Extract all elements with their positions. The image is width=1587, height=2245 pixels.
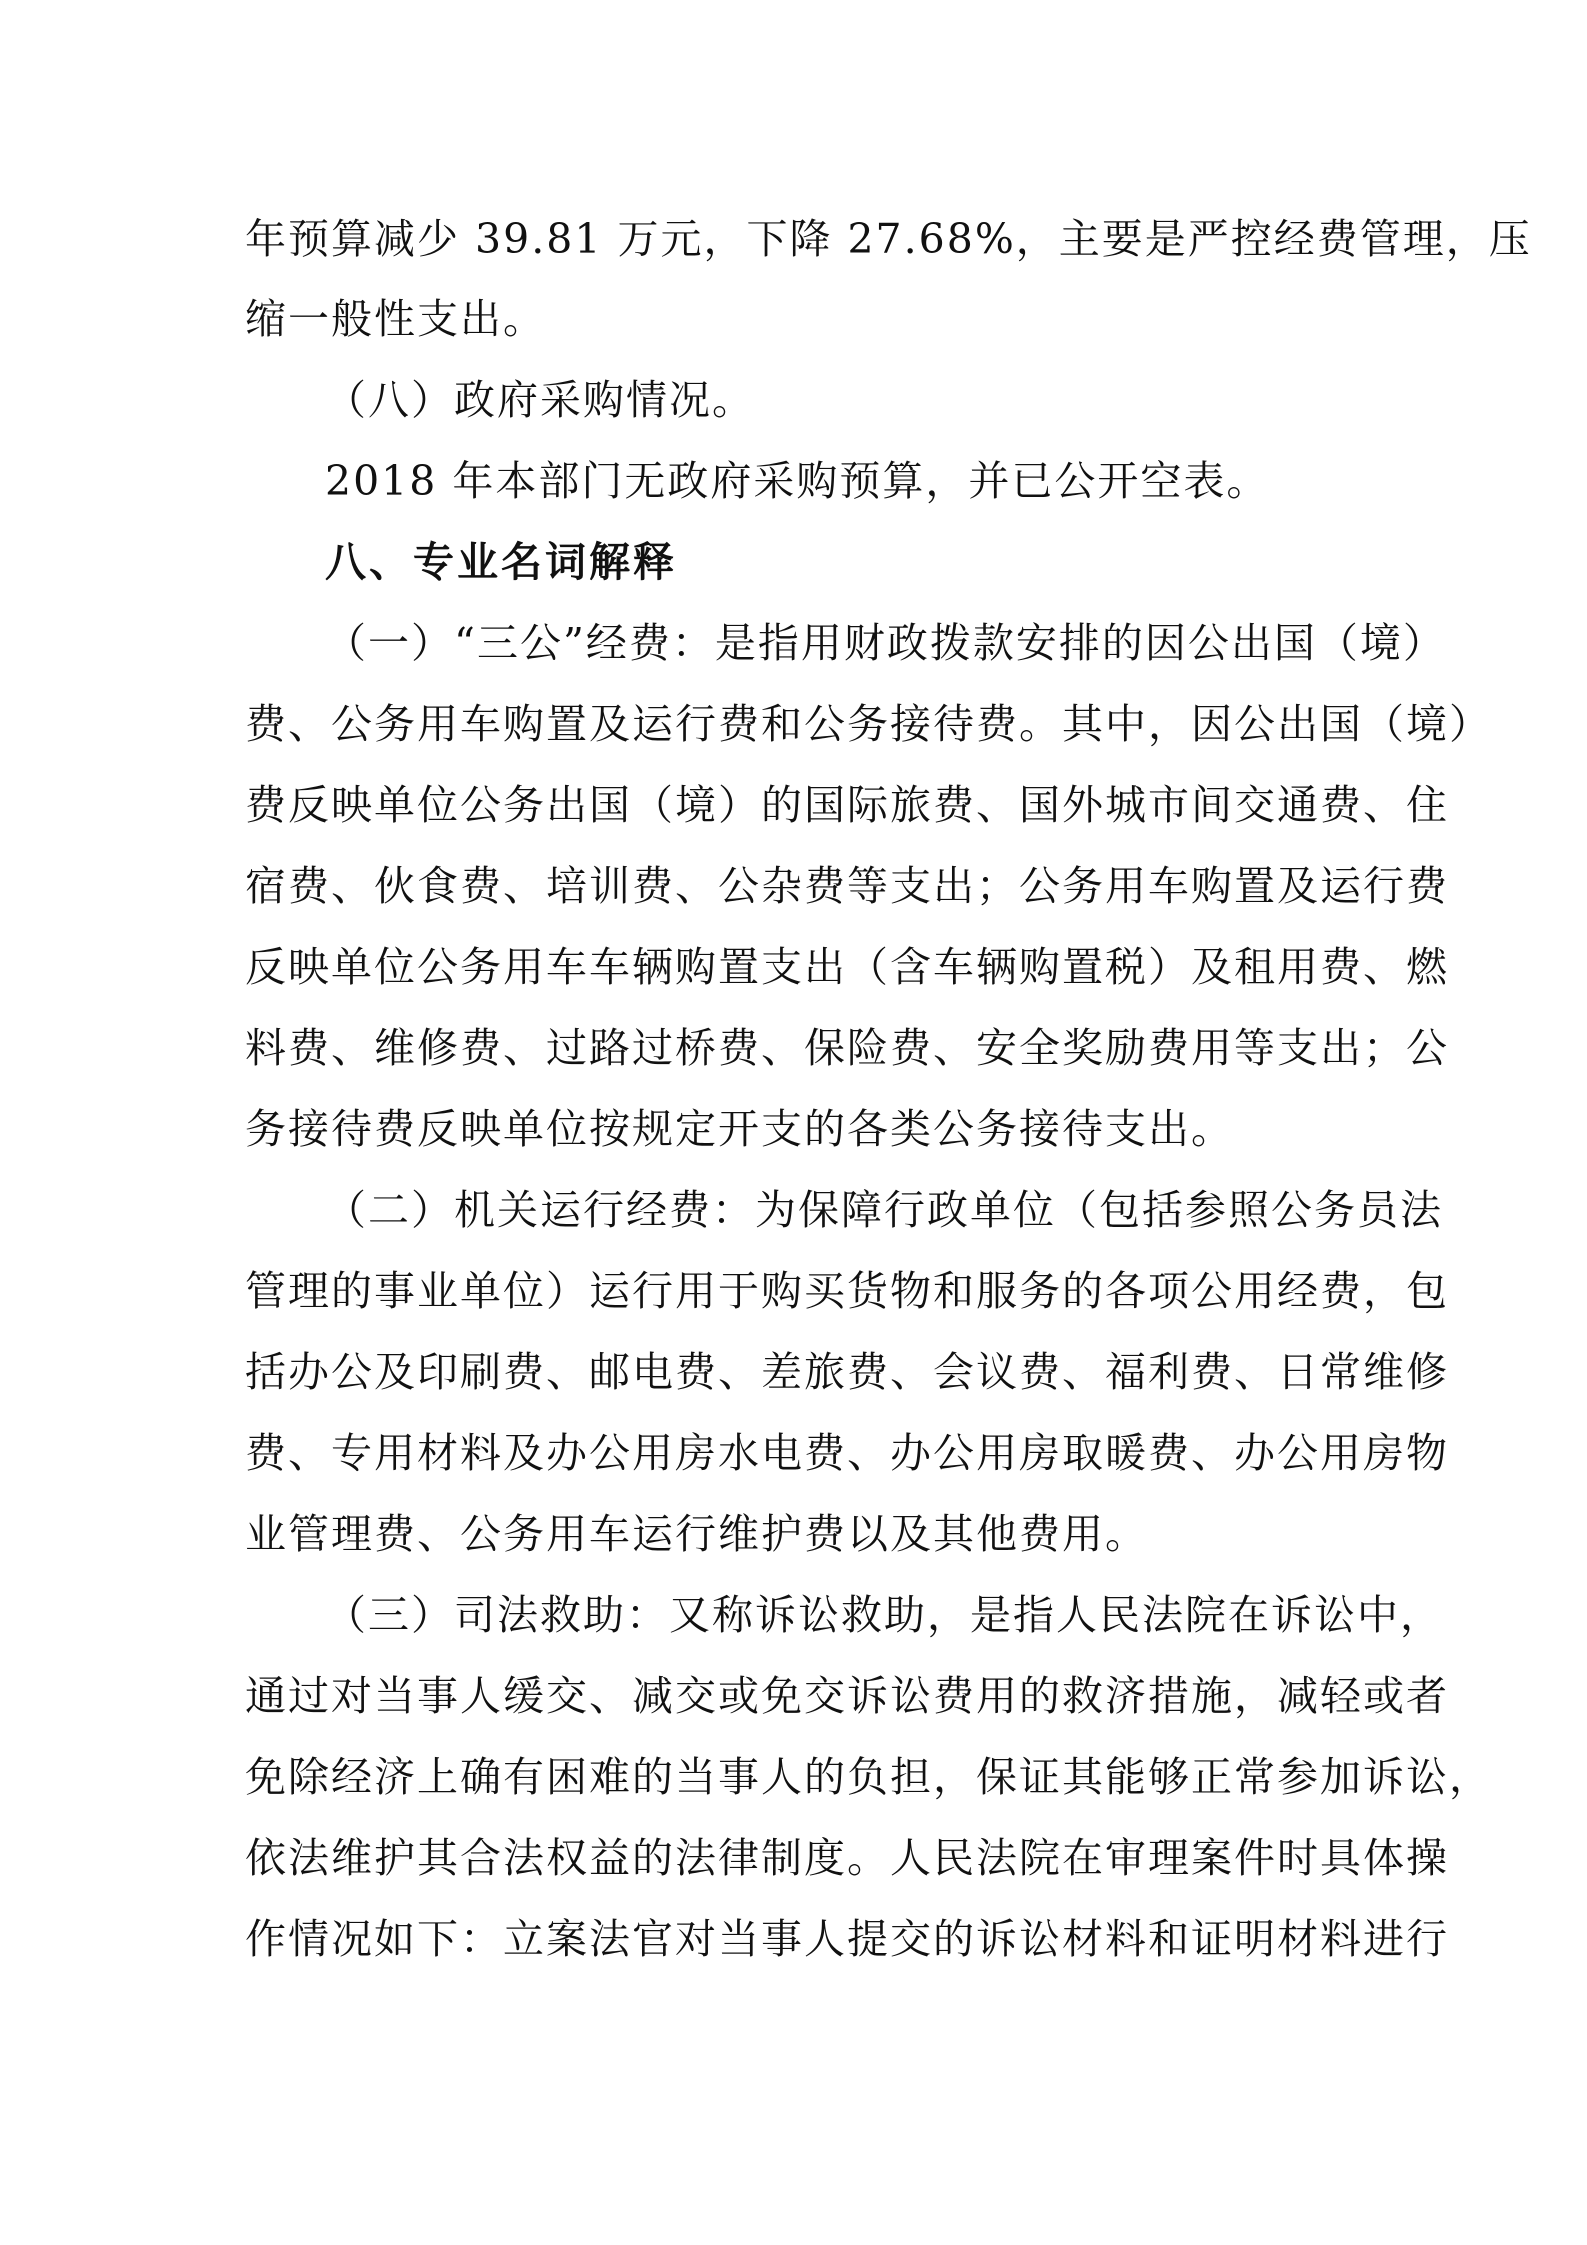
paragraph-line: 2018 年本部门无政府采购预算，并已公开空表。 xyxy=(325,457,1270,505)
definition-line: 宿费、伙食费、培训费、公杂费等支出；公务用车购置及运行费 xyxy=(245,862,1449,910)
definition-line: （三）司法救助：又称诉讼救助，是指人民法院在诉讼中， xyxy=(325,1591,1443,1639)
definition-line: 作情况如下：立案法官对当事人提交的诉讼材料和证明材料进行 xyxy=(245,1915,1449,1963)
paragraph-line: 缩一般性支出。 xyxy=(245,295,546,343)
definition-line: 费、专用材料及办公用房水电费、办公用房取暖费、办公用房物 xyxy=(245,1429,1449,1477)
definition-line: 括办公及印刷费、邮电费、差旅费、会议费、福利费、日常维修 xyxy=(245,1348,1449,1396)
definition-line: （一）“三公”经费：是指用财政拨款安排的因公出国（境） xyxy=(325,619,1446,667)
paragraph-line: 年预算减少 39.81 万元，下降 27.68%，主要是严控经费管理，压 xyxy=(245,215,1532,263)
definition-line: 料费、维修费、过路过桥费、保险费、安全奖励费用等支出；公 xyxy=(245,1024,1449,1072)
definition-line: 免除经济上确有困难的当事人的负担，保证其能够正常参加诉讼， xyxy=(245,1753,1492,1801)
definition-line: 费、公务用车购置及运行费和公务接待费。其中，因公出国（境） xyxy=(245,700,1492,748)
definition-line: 通过对当事人缓交、减交或免交诉讼费用的救济措施，减轻或者 xyxy=(245,1672,1449,1720)
section-subheading: （八）政府采购情况。 xyxy=(325,376,755,424)
definition-line: 反映单位公务用车车辆购置支出（含车辆购置税）及租用费、燃 xyxy=(245,943,1449,991)
definition-line: 务接待费反映单位按规定开支的各类公务接待支出。 xyxy=(245,1105,1234,1153)
definition-line: 管理的事业单位）运行用于购买货物和服务的各项公用经费，包 xyxy=(245,1267,1449,1315)
section-heading: 八、专业名词解释 xyxy=(325,538,677,586)
definition-line: 依法维护其合法权益的法律制度。人民法院在审理案件时具体操 xyxy=(245,1834,1449,1882)
definition-line: 业管理费、公务用车运行维护费以及其他费用。 xyxy=(245,1510,1148,1558)
definition-line: 费反映单位公务出国（境）的国际旅费、国外城市间交通费、住 xyxy=(245,781,1449,829)
definition-line: （二）机关运行经费：为保障行政单位（包括参照公务员法 xyxy=(325,1186,1443,1234)
